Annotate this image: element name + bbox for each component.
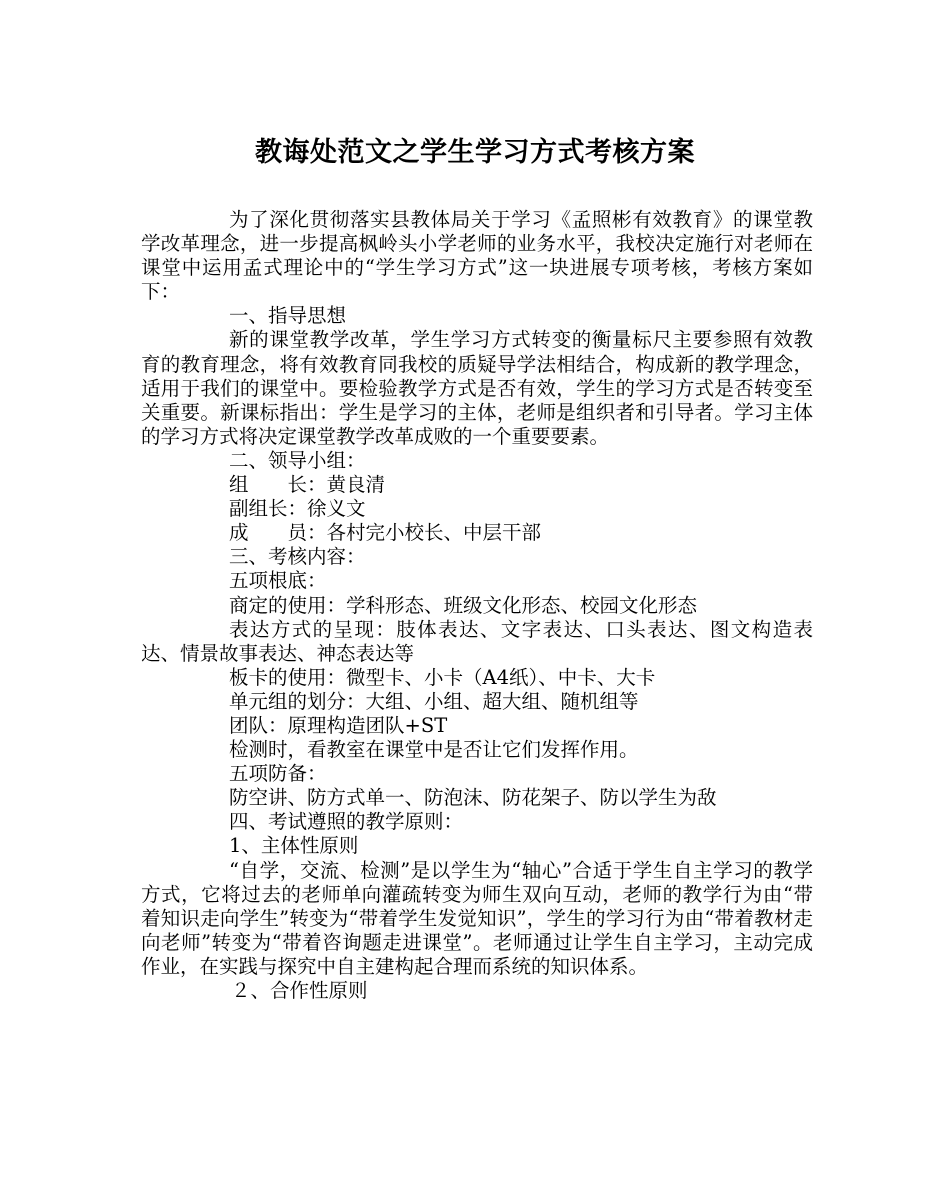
principle-2-heading: ２、合作性原则 [231, 979, 368, 1002]
deputy-leader-line: 副组长：徐义文 [229, 497, 366, 521]
agreement-usage-line: 商定的使用：学科形态、班级文化形态、校园文化形态 [229, 593, 698, 617]
group-leader-line: 组 长：黄良清 [229, 473, 386, 497]
section-heading-guiding-thought: 一、指导思想 [229, 304, 347, 328]
expression-methods-paragraph: 表达方式的呈现：肢体表达、文字表达、口头表达、图文构造表达、情景故事表达、神态表达等 [141, 617, 813, 665]
section-heading-assessment-content: 三、考核内容： [229, 545, 366, 569]
team-line: 团队：原理构造团队+ST [229, 713, 448, 737]
section-heading-leadership-group: 二、领导小组： [229, 448, 366, 472]
unit-group-line: 单元组的划分：大组、小组、超大组、随机组等 [229, 689, 639, 713]
document-body [141, 208, 813, 1003]
principle-1-heading: 1、主体性原则 [229, 834, 359, 858]
inspection-line: 检测时，看教室在课堂中是否让它们发挥作用。 [229, 738, 639, 762]
guiding-thought-paragraph: 新的课堂教学改革，学生学习方式转变的衡量标尺主要参照有效教育的教育理念，将有效教育同我校的质疑导学法相结合，构成新的教学理念，适用于我们的课堂中。要检验教学方式是否有效，学生的学习方式是否转变至关重要。新课标指出：学生是学习的主体，老师是组织者和引导者。学习主体的学习方式将决定课堂教学改革成败的一个重要要素。 [141, 328, 813, 448]
members-line: 成 员：各村完小校长、中层干部 [229, 521, 542, 545]
preventions-line: 防空讲、防方式单一、防泡沫、防花架子、防以学生为敌 [229, 786, 717, 810]
section-heading-teaching-principles: 四、考试遵照的教学原则： [229, 810, 464, 834]
principle-1-paragraph: “自学，交流、检测”是以学生为“轴心”合适于学生自主学习的教学方式，它将过去的老师单向灌疏转变为师生双向互动，老师的教学行为由“带着知识走向学生”转变为“带着学生发觉知识”，学生的学习行为由“带着教材走向老师”转变为“带着咨询题走进课堂”。老师通过让学生自主学习，主动完成作业，在实践与探究中自主建构起合理而系统的知识体系。 [141, 858, 813, 978]
document-title: 教诲处范文之学生学习方式考核方案 [255, 137, 695, 168]
card-usage-line: 板卡的使用：微型卡、小卡（A4纸）、中卡、大卡 [229, 665, 656, 689]
five-preventions-heading: 五项防备： [229, 762, 327, 786]
five-foundations-heading: 五项根底： [229, 569, 327, 593]
intro-paragraph: 为了深化贯彻落实县教体局关于学习《孟照彬有效教育》的课堂教学改革理念，进一步提高枫岭头小学老师的业务水平，我校决定施行对老师在课堂中运用孟式理论中的“学生学习方式”这一块进展专项考核，考核方案如下： [141, 208, 813, 304]
